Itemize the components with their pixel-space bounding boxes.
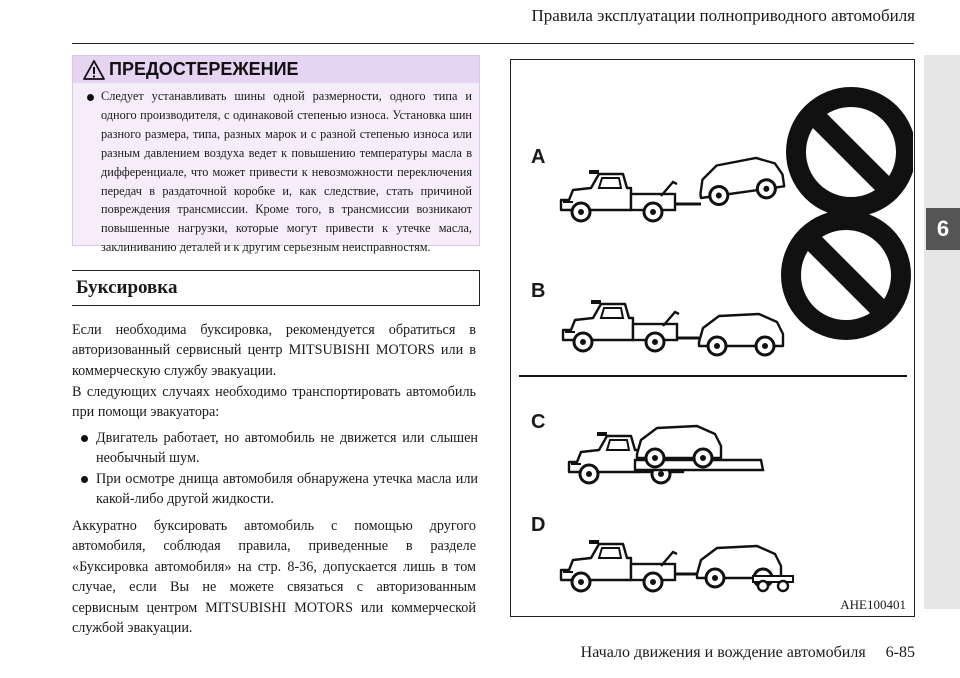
tow-truck-icon [561, 170, 677, 221]
tow-truck-icon [561, 540, 677, 591]
towed-car-icon [699, 314, 783, 355]
page-header-title: Правила эксплуатации полноприводного автомобиля [531, 6, 915, 25]
warning-triangle-icon [83, 60, 105, 80]
figure-label-d: D [531, 514, 546, 536]
warning-heading-bar [73, 56, 479, 83]
warning-text: Следует устанавливать шины одной размерности, одного типа и одного производителя, с одинаковой степенью износа. Установка шин разного размера, типа, разных марок и с разной степенью износа или разным давлением воздуха ведет к повышению температуры масла в дифференциале, что может привести к невозможности переключения передач в раздаточной коробке и, как следствие, стать причиной повреждения трансмиссии. Кроме того, в трансмиссии возникают повышенные нагрузки, которые могут привести к утечке масла, заклиниванию деталей и к другим серьезным неисправностям. [101, 89, 472, 255]
warning-heading: ПРЕДОСТЕРЕЖЕНИЕ [109, 59, 299, 79]
section-title: Буксировка [72, 270, 480, 306]
bullet-dot [81, 435, 88, 442]
warning-box [72, 55, 480, 255]
chapter-side-strip [924, 55, 960, 609]
warning-body [73, 83, 479, 255]
intro-paragraph: Если необходима буксировка, рекомендуется обратиться в авторизованный сервисный центр MITSUBISHI MOTORS или в коммерческую службу эвакуации. [72, 322, 476, 379]
prohibited-sign-icon [791, 220, 901, 330]
towing-illustration [510, 59, 915, 617]
tow-truck-icon [563, 300, 679, 351]
header-divider [72, 43, 914, 44]
chapter-tab: 6 [926, 208, 960, 250]
figure-code: AHE100401 [840, 597, 906, 612]
intro-paragraph-2: В следующих случаях необходимо транспортировать автомобиль при помощи эвакуатора: [72, 384, 476, 421]
towing-diagram [511, 60, 913, 615]
figure-label-b: B [531, 280, 546, 302]
list-item-text: При осмотре днища автомобиля обнаружена утечка масла или какой-либо другой жидкости. [96, 471, 478, 508]
bullet-dot [87, 94, 94, 101]
bullet-dot [81, 476, 88, 483]
prohibited-sign-icon [796, 97, 906, 207]
tow-dolly-icon [753, 576, 793, 591]
closing-paragraph: Аккуратно буксировать автомобиль с помощью другого автомобиля, соблюдая правила, приведенные в разделе «Буксировка автомобиля» на стр. 8-36, допускается лишь в том случае, если Вы не можете связаться с авторизованным сервисным центром MITSUBISHI MOTORS или коммерческой службой эвакуации. [72, 518, 476, 637]
page-footer: Начало движения и вождение автомобиля 6-85 [580, 644, 915, 661]
towed-car-icon [697, 155, 786, 207]
list-item [80, 469, 478, 510]
figure-label-c: C [531, 411, 546, 433]
list-item [80, 428, 478, 469]
figure-label-a: A [531, 146, 546, 168]
list-item-text: Двигатель работает, но автомобиль не движется или слышен необычный шум. [96, 430, 478, 467]
